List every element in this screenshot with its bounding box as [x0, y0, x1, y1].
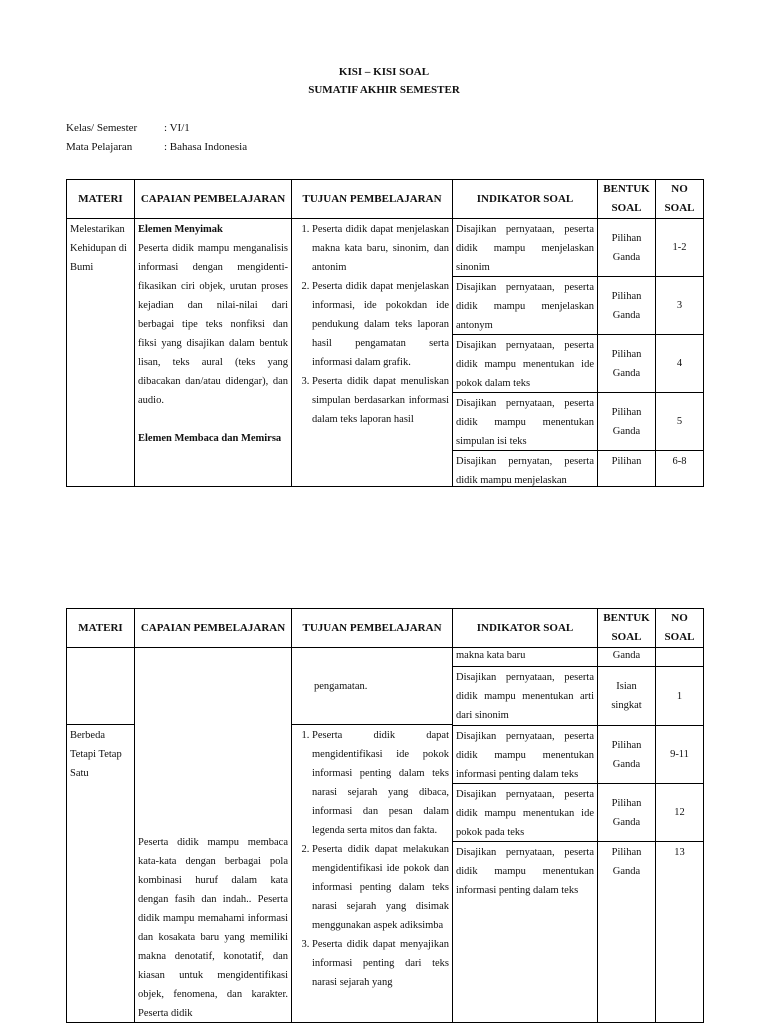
col-indikator: INDIKATOR SOAL — [453, 609, 598, 648]
col-materi: MATERI — [67, 180, 135, 219]
meta-mapel — [66, 141, 247, 153]
table-row — [67, 219, 704, 487]
bentuk-cell: Pilihan Ganda — [598, 334, 655, 392]
bentuk-cell: Isian singkat — [598, 666, 655, 725]
col-capaian: CAPAIAN PEMBELAJARAN — [135, 180, 292, 219]
indikator-cell: Disajikan pernyataan, peserta didik mampu menentukan simpulan isi teks — [453, 392, 597, 450]
list-item: 1. Peserta didik dapat mengidentifikasi ide pokok informasi penting dalam teks narasi sejarah yang dibaca, informasi dan pesan dalam legenda serta mitos dan fakta. — [312, 726, 452, 840]
capaian-cell — [135, 219, 291, 449]
indikator-cell: Disajikan pernyataan, peserta didik mampu menentukan ide pokok dalam teks — [453, 334, 597, 392]
no-cell: 3 — [656, 276, 703, 334]
no-cell: 4 — [656, 334, 703, 392]
indikator-cell: Disajikan pernyataan, peserta didik mampu menjelaskan antonym — [453, 276, 597, 334]
list-item: 1. Peserta didik dapat menjelaskan makna kata baru, sinonim, dan antonim — [312, 220, 452, 277]
col-materi: MATERI — [67, 609, 135, 648]
indikator-cell: Disajikan pernyataan, peserta didik mampu menentukan ide pokok pada teks — [453, 783, 597, 841]
bentuk-cell: Pilihan Ganda — [598, 725, 655, 783]
col-tujuan: TUJUAN PEMBELAJARAN — [292, 180, 453, 219]
no-cell: 1-2 — [672, 242, 687, 253]
indikator-cell: Disajikan pernyataan, peserta didik mampu menentukan informasi penting dalam teks — [453, 725, 597, 783]
no-cell: 6-8 — [656, 450, 703, 486]
materi-cell: Berbeda Tetapi Tetap Satu — [67, 724, 134, 784]
list-item: 3. Peserta didik dapat menuliskan simpulan berdasarkan informasi dalam teks laporan hasil — [312, 372, 452, 429]
meta-value: : Bahasa Indonesia — [164, 141, 248, 153]
col-capaian: CAPAIAN PEMBELAJARAN — [135, 609, 292, 648]
doc-title: KISI – KISI SOAL — [338, 66, 430, 78]
col-bentuk: BENTUK SOAL — [598, 180, 656, 219]
kisi-table-1 — [66, 179, 704, 487]
capaian-text: Peserta didik mampu membaca kata-kata dengan berbagai pola kombinasi huruf dalam kata dengan fasih dan indah.. Peserta didik mampu memahami informasi dan kosakata baru yang memiliki makna denotatif, konotatif, dan kiasan untuk mengidentifikasi objek, fenomena, dan karakter. Peserta didik — [138, 837, 288, 1019]
table-row — [67, 648, 704, 1023]
indikator-cell: Disajikan pernyataan, peserta didik mampu menentukan arti dari sinonim — [453, 666, 597, 725]
meta-value: : VI/1 — [164, 122, 190, 134]
meta-kelas — [66, 122, 190, 134]
list-item: 3. Peserta didik dapat menyajikan informasi penting dari teks narasi sejarah yang — [312, 935, 452, 992]
col-no: NO SOAL — [656, 609, 704, 648]
capaian-text: Peserta didik mampu menganalisis informasi dengan mengidenti-fikasikan ciri objek, urutan proses kejadian dan nilai-nilai dari berbagai tipe teks nonfiksi dan fiksi yang disajikan dalam bentuk lisan, teks aural (teks yang dibacakan dan/atau didengar), dan audio. — [138, 243, 288, 406]
capaian-heading: Elemen Membaca dan Memirsa — [138, 433, 282, 444]
indikator-cell: Disajikan pernyataan, peserta didik mampu menjelaskan sinonim — [456, 224, 594, 273]
bentuk-cell: Pilihan Ganda — [598, 392, 655, 450]
tujuan-list — [292, 725, 452, 992]
col-tujuan: TUJUAN PEMBELAJARAN — [292, 609, 453, 648]
no-cell: 5 — [656, 392, 703, 450]
indikator-cell: Disajikan pernyataan, peserta didik mampu menentukan informasi penting dalam teks — [453, 841, 597, 899]
no-cell: 12 — [656, 783, 703, 841]
indikator-cell: Disajikan pernyatan, peserta didik mampu menjelaskan — [453, 450, 597, 486]
indikator-cell: makna kata baru — [456, 650, 526, 661]
bentuk-cell: Pilihan Ganda — [598, 783, 655, 841]
col-bentuk: BENTUK SOAL — [598, 609, 656, 648]
materi-cell: Melestarikan Kehidupan di Bumi — [70, 224, 127, 273]
table-header-row — [67, 180, 704, 219]
tujuan-cont: pengamatan. — [314, 680, 368, 692]
doc-subtitle: SUMATIF AKHIR SEMESTER — [308, 84, 460, 96]
kisi-table-2 — [66, 608, 704, 1023]
meta-label: Mata Pelajaran — [66, 141, 133, 153]
no-cell: 13 — [656, 841, 703, 899]
no-cell: 1 — [656, 666, 703, 725]
bentuk-cell: Pilihan Ganda — [598, 276, 655, 334]
list-item: 2. Peserta didik dapat menjelaskan informasi, ide pokokdan ide pendukung dalam teks laporan hasil pengamatan serta informasi dalam grafik. — [312, 277, 452, 372]
col-indikator: INDIKATOR SOAL — [453, 180, 598, 219]
table-header-row — [67, 609, 704, 648]
col-no: NO SOAL — [656, 180, 704, 219]
bentuk-cell: Pilihan Ganda — [611, 232, 642, 263]
bentuk-cell: Ganda — [612, 650, 641, 661]
capaian-heading: Elemen Menyimak — [138, 224, 223, 235]
meta-label: Kelas/ Semester — [66, 122, 138, 134]
bentuk-cell: Pilihan — [598, 450, 655, 486]
tujuan-list — [292, 219, 452, 429]
bentuk-cell: Pilihan Ganda — [598, 841, 655, 899]
no-cell: 9-11 — [656, 725, 703, 783]
list-item: 2. Peserta didik dapat melakukan mengidentifikasi ide pokok dan informasi penting dalam teks narasi sejarah yang disimak menggunakan aspek adiksimba — [312, 840, 452, 935]
